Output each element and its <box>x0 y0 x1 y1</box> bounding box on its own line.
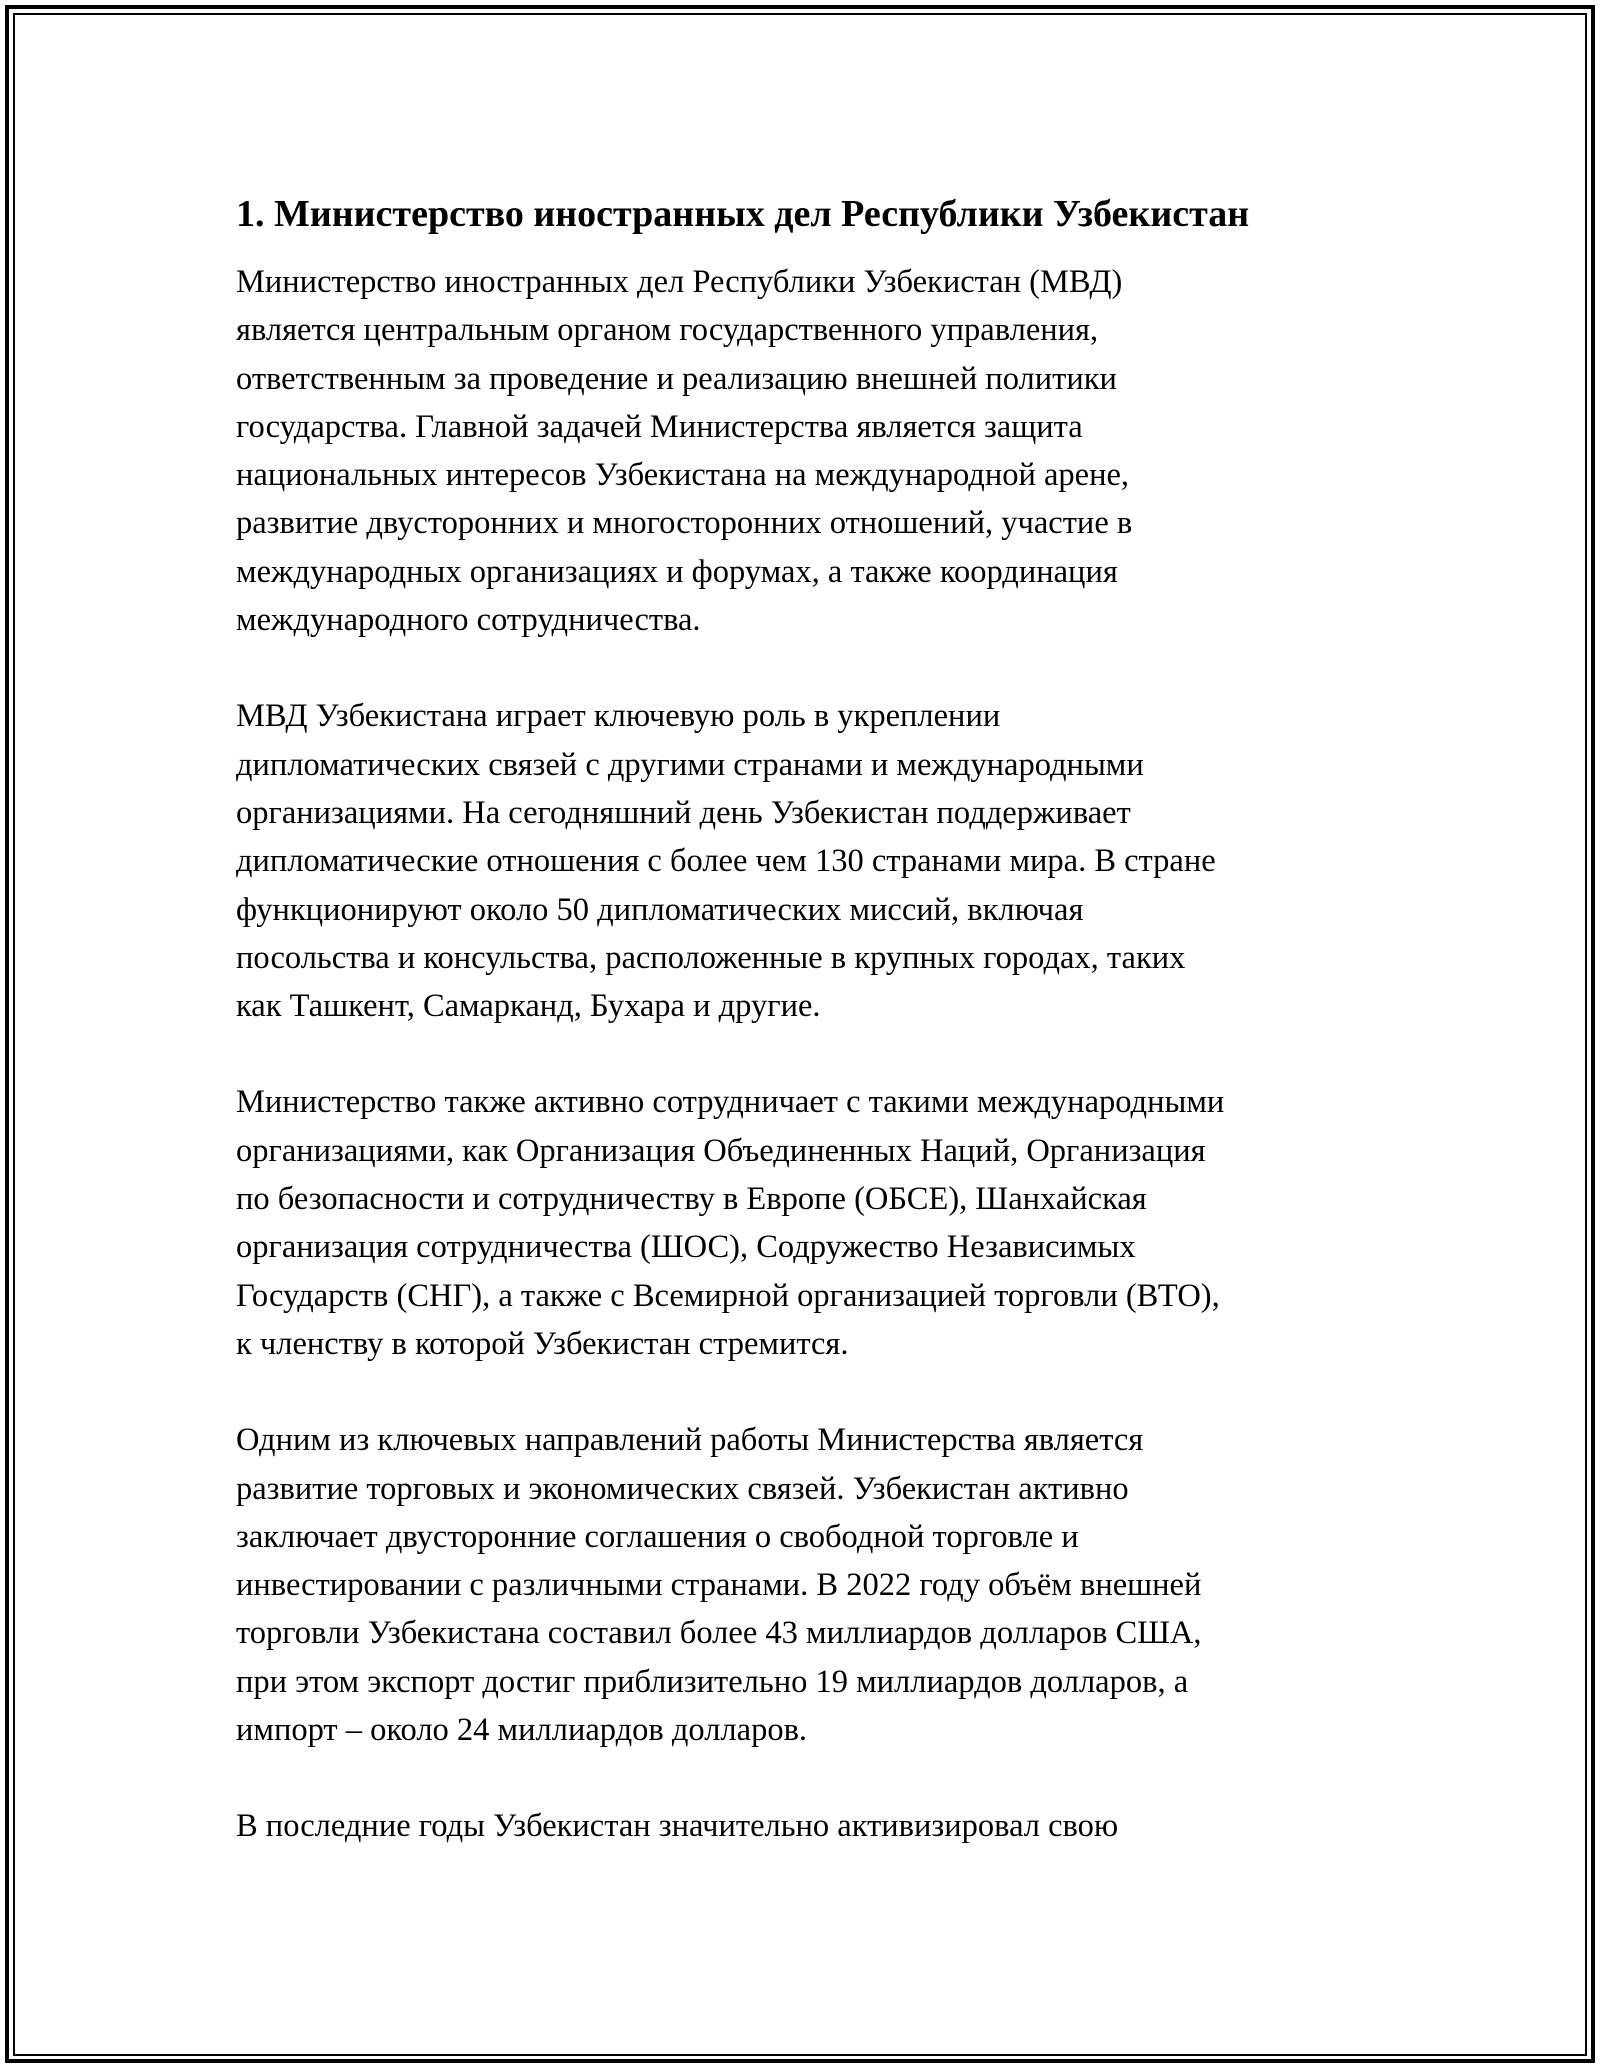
paragraph-line: развитие торговых и экономических связей. Узбекистан активно <box>236 1470 1129 1507</box>
paragraph-line: международного сотрудничества. <box>236 602 701 639</box>
paragraph-line: к членству в которой Узбекистан стремится. <box>236 1325 849 1362</box>
paragraph-line: торговли Узбекистана составил более 43 миллиардов долларов США, <box>236 1615 1202 1652</box>
paragraph-line: развитие двусторонних и многосторонних отношений, участие в <box>236 505 1133 542</box>
paragraph-line: международных организациях и форумах, а также координация <box>236 553 1118 590</box>
paragraph-line: посольства и консульства, расположенные в крупных городах, таких <box>236 939 1186 976</box>
paragraph-line: по безопасности и сотрудничеству в Европе (ОБСЕ), Шанхайская <box>236 1181 1147 1218</box>
paragraph-line: является центральным органом государственного управления, <box>236 312 1099 349</box>
paragraph-line: МВД Узбекистана играет ключевую роль в укреплении <box>236 698 1001 735</box>
paragraph-line: инвестировании с различными странами. В 2022 году объём внешней <box>236 1567 1202 1604</box>
paragraph-line: при этом экспорт достиг приблизительно 19 миллиардов долларов, а <box>236 1663 1189 1700</box>
paragraph <box>236 692 1376 1030</box>
paragraph-line: Одним из ключевых направлений работы Министерства является <box>236 1422 1144 1459</box>
paragraph-line: функционируют около 50 дипломатических миссий, включая <box>236 891 1084 928</box>
paragraph-line: национальных интересов Узбекистана на международной арене, <box>236 457 1130 494</box>
paragraph-line: организациями, как Организация Объединенных Наций, Организация <box>236 1132 1206 1169</box>
paragraph-line: дипломатических связей с другими странами и международными <box>236 746 1144 783</box>
paragraph-line: заключает двусторонние соглашения о свободной торговле и <box>236 1518 1079 1555</box>
paragraph-line: ответственным за проведение и реализацию внешней политики <box>236 360 1117 397</box>
paragraph-line: как Ташкент, Самарканд, Бухара и другие. <box>236 988 821 1025</box>
paragraph <box>236 1416 1376 1754</box>
paragraph-line: дипломатические отношения с более чем 130 странами мира. В стране <box>236 843 1216 880</box>
document-body <box>236 190 1376 1899</box>
paragraph-line: В последние годы Узбекистан значительно активизировал свою <box>236 1808 1119 1845</box>
paragraph-list <box>236 258 1376 1851</box>
paragraph <box>236 258 1376 644</box>
paragraph-line: государства. Главной задачей Министерства является защита <box>236 408 1083 445</box>
paragraph-line: организация сотрудничества (ШОС), Содружество Независимых <box>236 1229 1136 1266</box>
section-heading: 1. Министерство иностранных дел Республики Узбекистан <box>236 193 1250 235</box>
paragraph <box>236 1802 1376 1850</box>
paragraph-line: Министерство иностранных дел Республики Узбекистан (МВД) <box>236 264 1123 300</box>
paragraph-line: импорт – около 24 миллиардов долларов. <box>236 1712 808 1749</box>
paragraph-line: организациями. На сегодняшний день Узбекистан поддерживает <box>236 794 1131 831</box>
paragraph-line: Государств (СНГ), а также с Всемирной организацией торговли (ВТО), <box>236 1277 1220 1314</box>
paragraph-line: Министерство также активно сотрудничает с такими международными <box>236 1084 1225 1121</box>
paragraph <box>236 1078 1376 1368</box>
